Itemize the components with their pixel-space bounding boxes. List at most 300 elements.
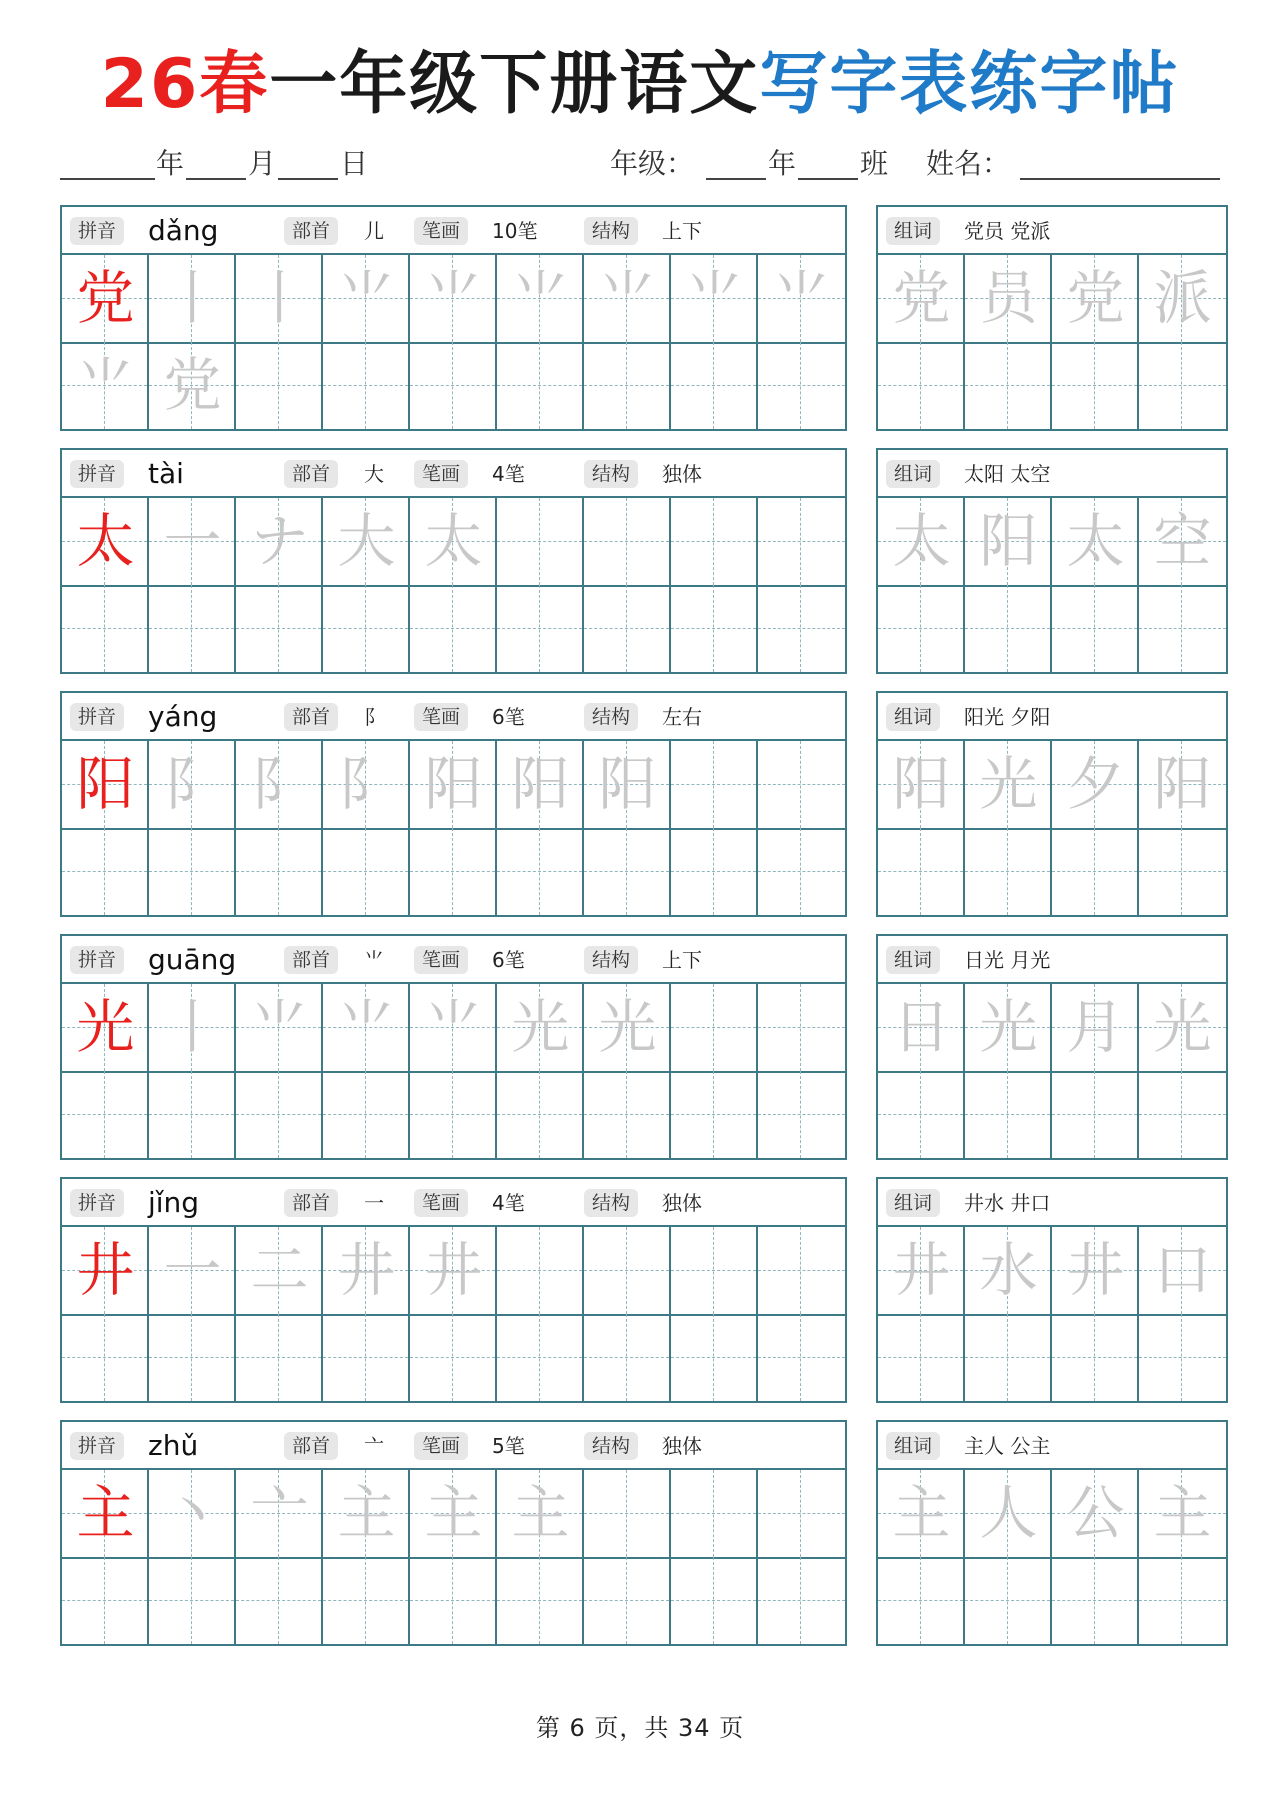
practice-cell[interactable] xyxy=(671,828,758,915)
practice-cell[interactable] xyxy=(62,1314,149,1401)
practice-cell[interactable] xyxy=(671,1470,758,1557)
word-char: 阳 xyxy=(979,507,1038,575)
practice-cell[interactable] xyxy=(758,1557,845,1644)
guide-line-v xyxy=(191,1314,192,1401)
word-cell[interactable] xyxy=(965,828,1052,915)
guide-line-h xyxy=(758,871,845,872)
practice-cell[interactable] xyxy=(236,585,323,672)
stroke-step: 井 xyxy=(337,1236,396,1304)
practice-cell[interactable] xyxy=(584,1227,671,1314)
words-header xyxy=(878,936,1226,984)
stroke-step: 主 xyxy=(424,1479,483,1547)
word-cell[interactable] xyxy=(965,585,1052,672)
structure-value: 上下 xyxy=(662,219,702,243)
practice-cell[interactable] xyxy=(410,1071,497,1158)
stroke-step: 阝 xyxy=(337,750,396,818)
structure-value: 独体 xyxy=(662,1191,702,1215)
practice-cell[interactable] xyxy=(671,498,758,585)
practice-cell[interactable] xyxy=(758,585,845,672)
radical-value: ⺌ xyxy=(364,948,384,972)
guide-line-v xyxy=(365,342,366,429)
word-cell[interactable] xyxy=(1139,1470,1226,1557)
words-grid xyxy=(878,1227,1226,1401)
practice-cell[interactable] xyxy=(584,342,671,429)
practice-cell[interactable] xyxy=(236,828,323,915)
words-header xyxy=(878,693,1226,741)
guide-line-v xyxy=(920,828,921,915)
practice-cell[interactable] xyxy=(584,828,671,915)
practice-cell[interactable] xyxy=(62,255,149,342)
practice-cell[interactable] xyxy=(323,1227,410,1314)
practice-cell[interactable] xyxy=(410,1314,497,1401)
stroke-step: 一 xyxy=(163,507,222,575)
word-cell[interactable] xyxy=(878,342,965,429)
day-blank[interactable] xyxy=(278,178,338,180)
guide-line-v xyxy=(539,1557,540,1644)
guide-line-v xyxy=(1181,585,1182,672)
practice-cell[interactable] xyxy=(584,984,671,1071)
practice-cell[interactable] xyxy=(149,1314,236,1401)
practice-cell[interactable] xyxy=(497,1227,584,1314)
grade-class-label: 班 xyxy=(860,147,889,180)
word-cell[interactable] xyxy=(878,741,965,828)
strokes-value: 5笔 xyxy=(492,1434,525,1458)
guide-line-v xyxy=(452,1314,453,1401)
word-cell[interactable] xyxy=(878,1557,965,1644)
stroke-step: 光 xyxy=(511,993,570,1061)
words-value: 党员 党派 xyxy=(964,219,1051,243)
practice-cell[interactable] xyxy=(236,255,323,342)
practice-cell[interactable] xyxy=(62,585,149,672)
practice-cell[interactable] xyxy=(410,1227,497,1314)
guide-line-h xyxy=(758,1357,845,1358)
word-cell[interactable] xyxy=(1139,1071,1226,1158)
practice-cell[interactable] xyxy=(410,498,497,585)
practice-cell[interactable] xyxy=(758,1227,845,1314)
practice-cell[interactable] xyxy=(671,1314,758,1401)
practice-cell[interactable] xyxy=(671,1227,758,1314)
words-block xyxy=(876,691,1228,917)
model-char: 太 xyxy=(76,507,135,575)
word-char: 党 xyxy=(892,264,951,332)
guide-line-h xyxy=(1139,1600,1226,1601)
practice-cell[interactable] xyxy=(149,1071,236,1158)
practice-cell[interactable] xyxy=(410,255,497,342)
practice-cell[interactable] xyxy=(236,1227,323,1314)
word-cell[interactable] xyxy=(965,1470,1052,1557)
word-cell[interactable] xyxy=(1052,342,1139,429)
words-header xyxy=(878,1422,1226,1470)
practice-cell[interactable] xyxy=(584,1470,671,1557)
practice-block xyxy=(60,205,847,431)
word-cell[interactable] xyxy=(1052,1227,1139,1314)
practice-cell[interactable] xyxy=(323,585,410,672)
practice-cell[interactable] xyxy=(410,342,497,429)
structure-label: 结构 xyxy=(584,1189,638,1217)
char-info-header xyxy=(62,1179,845,1227)
word-cell[interactable] xyxy=(965,741,1052,828)
word-cell[interactable] xyxy=(1139,1314,1226,1401)
structure-value: 独体 xyxy=(662,462,702,486)
guide-line-h xyxy=(758,628,845,629)
word-cell[interactable] xyxy=(878,1227,965,1314)
guide-line-v xyxy=(626,1071,627,1158)
title-part-blue: 写字表练字帖 xyxy=(759,45,1180,124)
word-char: 太 xyxy=(892,507,951,575)
word-cell[interactable] xyxy=(965,498,1052,585)
words-label: 组词 xyxy=(886,1432,940,1460)
strokes-value: 6笔 xyxy=(492,948,525,972)
word-cell[interactable] xyxy=(1052,255,1139,342)
practice-cell[interactable] xyxy=(236,1557,323,1644)
practice-cell[interactable] xyxy=(584,741,671,828)
page-footer: 第 6 页，共 34 页 xyxy=(535,1714,745,1742)
stroke-step: 光 xyxy=(598,993,657,1061)
info-line xyxy=(60,144,1220,184)
practice-cell[interactable] xyxy=(323,342,410,429)
practice-block xyxy=(60,1177,847,1403)
structure-label: 结构 xyxy=(584,703,638,731)
word-cell[interactable] xyxy=(878,255,965,342)
practice-cell[interactable] xyxy=(410,1470,497,1557)
practice-cell[interactable] xyxy=(758,984,845,1071)
practice-cell[interactable] xyxy=(236,1071,323,1158)
pinyin-label: 拼音 xyxy=(70,1189,124,1217)
guide-line-v xyxy=(800,1071,801,1158)
month-blank[interactable] xyxy=(186,178,246,180)
practice-cell[interactable] xyxy=(671,585,758,672)
name-blank[interactable] xyxy=(1020,178,1220,180)
stroke-step: 阝 xyxy=(250,750,309,818)
practice-cell[interactable] xyxy=(497,498,584,585)
radical-value: 亠 xyxy=(364,1434,384,1458)
word-cell[interactable] xyxy=(965,1557,1052,1644)
pinyin-label: 拼音 xyxy=(70,460,124,488)
structure-label: 结构 xyxy=(584,217,638,245)
strokes-label: 笔画 xyxy=(414,703,468,731)
practice-cell[interactable] xyxy=(149,342,236,429)
practice-cell[interactable] xyxy=(149,984,236,1071)
practice-cell[interactable] xyxy=(758,255,845,342)
practice-cell[interactable] xyxy=(236,1470,323,1557)
guide-line-v xyxy=(278,1071,279,1158)
guide-line-v xyxy=(452,585,453,672)
practice-cell[interactable] xyxy=(149,1470,236,1557)
practice-cell[interactable] xyxy=(671,342,758,429)
word-cell[interactable] xyxy=(1139,585,1226,672)
word-cell[interactable] xyxy=(1139,255,1226,342)
word-cell[interactable] xyxy=(965,255,1052,342)
guide-line-v xyxy=(920,1557,921,1644)
practice-cell[interactable] xyxy=(236,498,323,585)
words-value: 日光 月光 xyxy=(964,948,1051,972)
stroke-step: 一 xyxy=(163,1236,222,1304)
practice-cell[interactable] xyxy=(236,1314,323,1401)
practice-cell[interactable] xyxy=(149,498,236,585)
practice-cell[interactable] xyxy=(671,1071,758,1158)
practice-cell[interactable] xyxy=(410,741,497,828)
radical-value: 大 xyxy=(364,462,384,486)
guide-line-v xyxy=(800,1227,801,1314)
month-label: 月 xyxy=(248,147,277,180)
word-cell[interactable] xyxy=(965,342,1052,429)
words-block xyxy=(876,448,1228,674)
word-cell[interactable] xyxy=(1139,741,1226,828)
structure-value: 上下 xyxy=(662,948,702,972)
words-label: 组词 xyxy=(886,217,940,245)
words-header xyxy=(878,450,1226,498)
practice-cell[interactable] xyxy=(497,1314,584,1401)
practice-cell[interactable] xyxy=(149,585,236,672)
practice-cell[interactable] xyxy=(62,1557,149,1644)
practice-cell[interactable] xyxy=(497,741,584,828)
word-cell[interactable] xyxy=(878,1314,965,1401)
guide-line-v xyxy=(1007,1557,1008,1644)
pinyin-value: tài xyxy=(148,457,184,490)
practice-cell[interactable] xyxy=(410,585,497,672)
practice-cell[interactable] xyxy=(584,585,671,672)
words-grid xyxy=(878,741,1226,915)
practice-cell[interactable] xyxy=(497,585,584,672)
structure-value: 左右 xyxy=(662,705,702,729)
word-cell[interactable] xyxy=(1052,585,1139,672)
guide-line-v xyxy=(800,585,801,672)
word-cell[interactable] xyxy=(1052,1071,1139,1158)
guide-line-v xyxy=(713,741,714,828)
stroke-step: 主 xyxy=(511,1479,570,1547)
writing-grid xyxy=(62,984,845,1158)
word-cell[interactable] xyxy=(1052,984,1139,1071)
practice-cell[interactable] xyxy=(149,1227,236,1314)
word-cell[interactable] xyxy=(1052,1557,1139,1644)
guide-line-v xyxy=(800,342,801,429)
words-value: 阳光 夕阳 xyxy=(964,705,1051,729)
practice-cell[interactable] xyxy=(149,255,236,342)
practice-cell[interactable] xyxy=(758,828,845,915)
stroke-step: ⺌ xyxy=(772,264,831,332)
practice-cell[interactable] xyxy=(758,1314,845,1401)
practice-cell[interactable] xyxy=(62,1227,149,1314)
practice-cell[interactable] xyxy=(758,741,845,828)
practice-cell[interactable] xyxy=(758,342,845,429)
page-title xyxy=(0,40,1280,130)
practice-cell[interactable] xyxy=(62,741,149,828)
stroke-step: ⺌ xyxy=(685,264,744,332)
guide-line-v xyxy=(800,1470,801,1557)
word-cell[interactable] xyxy=(878,828,965,915)
words-header xyxy=(878,207,1226,255)
guide-line-v xyxy=(1007,1314,1008,1401)
words-block xyxy=(876,205,1228,431)
practice-cell[interactable] xyxy=(758,1071,845,1158)
word-char: 党 xyxy=(1066,264,1125,332)
word-cell[interactable] xyxy=(878,585,965,672)
guide-line-v xyxy=(713,1314,714,1401)
guide-line-v xyxy=(713,1071,714,1158)
word-cell[interactable] xyxy=(878,984,965,1071)
guide-line-h xyxy=(1139,628,1226,629)
grade-label: 年级： xyxy=(610,147,695,180)
word-cell[interactable] xyxy=(1139,498,1226,585)
practice-cell[interactable] xyxy=(62,1470,149,1557)
words-grid xyxy=(878,984,1226,1158)
words-grid xyxy=(878,1470,1226,1644)
guide-line-h xyxy=(758,1270,845,1271)
practice-cell[interactable] xyxy=(497,1557,584,1644)
practice-cell[interactable] xyxy=(323,498,410,585)
stroke-step: 丨 xyxy=(163,264,222,332)
model-char: 阳 xyxy=(76,750,135,818)
practice-cell[interactable] xyxy=(410,828,497,915)
word-cell[interactable] xyxy=(878,1071,965,1158)
guide-line-v xyxy=(452,1071,453,1158)
stroke-step: 井 xyxy=(424,1236,483,1304)
pinyin-label: 拼音 xyxy=(70,1432,124,1460)
word-cell[interactable] xyxy=(965,1314,1052,1401)
word-cell[interactable] xyxy=(1052,498,1139,585)
word-cell[interactable] xyxy=(965,1227,1052,1314)
practice-cell[interactable] xyxy=(497,255,584,342)
radical-label: 部首 xyxy=(284,1432,338,1460)
practice-cell[interactable] xyxy=(62,1071,149,1158)
practice-cell[interactable] xyxy=(323,984,410,1071)
char-info-header xyxy=(62,1422,845,1470)
stroke-step: ⺌ xyxy=(76,351,135,419)
writing-grid xyxy=(62,498,845,672)
practice-cell[interactable] xyxy=(323,828,410,915)
practice-cell[interactable] xyxy=(62,828,149,915)
word-cell[interactable] xyxy=(965,1071,1052,1158)
guide-line-v xyxy=(278,828,279,915)
guide-line-v xyxy=(713,984,714,1071)
word-cell[interactable] xyxy=(1139,342,1226,429)
stroke-step: 阝 xyxy=(163,750,222,818)
guide-line-v xyxy=(713,828,714,915)
word-char: 阳 xyxy=(892,750,951,818)
model-char: 光 xyxy=(76,993,135,1061)
day-label: 日 xyxy=(340,147,369,180)
words-value: 主人 公主 xyxy=(964,1434,1051,1458)
practice-cell[interactable] xyxy=(149,1557,236,1644)
practice-cell[interactable] xyxy=(323,1557,410,1644)
practice-cell[interactable] xyxy=(323,1470,410,1557)
practice-cell[interactable] xyxy=(323,741,410,828)
word-cell[interactable] xyxy=(878,498,965,585)
stroke-step: 阳 xyxy=(424,750,483,818)
practice-cell[interactable] xyxy=(323,1314,410,1401)
practice-cell[interactable] xyxy=(62,342,149,429)
guide-line-v xyxy=(800,1557,801,1644)
word-cell[interactable] xyxy=(1052,828,1139,915)
char-info-header xyxy=(62,207,845,255)
practice-cell[interactable] xyxy=(671,255,758,342)
word-cell[interactable] xyxy=(1139,1227,1226,1314)
practice-cell[interactable] xyxy=(236,342,323,429)
practice-cell[interactable] xyxy=(62,984,149,1071)
practice-cell[interactable] xyxy=(62,498,149,585)
word-cell[interactable] xyxy=(1052,1314,1139,1401)
practice-cell[interactable] xyxy=(236,741,323,828)
name-label: 姓名： xyxy=(926,147,1011,180)
practice-cell[interactable] xyxy=(497,828,584,915)
practice-cell[interactable] xyxy=(584,255,671,342)
practice-cell[interactable] xyxy=(323,1071,410,1158)
stroke-step: 太 xyxy=(424,507,483,575)
guide-line-v xyxy=(626,1470,627,1557)
guide-line-v xyxy=(104,828,105,915)
words-grid xyxy=(878,255,1226,429)
char-info-header xyxy=(62,693,845,741)
practice-cell[interactable] xyxy=(584,498,671,585)
guide-line-h xyxy=(758,1513,845,1514)
word-char: 空 xyxy=(1153,507,1212,575)
stroke-step: 二 xyxy=(250,1236,309,1304)
practice-cell[interactable] xyxy=(584,1071,671,1158)
stroke-step: ⺌ xyxy=(424,264,483,332)
guide-line-v xyxy=(191,1557,192,1644)
practice-cell[interactable] xyxy=(671,984,758,1071)
word-cell[interactable] xyxy=(1139,1557,1226,1644)
stroke-step: 党 xyxy=(163,351,222,419)
word-cell[interactable] xyxy=(965,984,1052,1071)
practice-cell[interactable] xyxy=(410,1557,497,1644)
practice-cell[interactable] xyxy=(497,342,584,429)
practice-cell[interactable] xyxy=(671,1557,758,1644)
practice-cell[interactable] xyxy=(584,1314,671,1401)
guide-line-v xyxy=(626,1557,627,1644)
words-grid xyxy=(878,498,1226,672)
practice-cell[interactable] xyxy=(323,255,410,342)
word-char: 光 xyxy=(1153,993,1212,1061)
guide-line-v xyxy=(365,1314,366,1401)
guide-line-v xyxy=(1007,1071,1008,1158)
radical-label: 部首 xyxy=(284,1189,338,1217)
year-blank[interactable] xyxy=(60,178,155,180)
word-cell[interactable] xyxy=(1139,984,1226,1071)
radical-value: 儿 xyxy=(364,219,384,243)
guide-line-v xyxy=(1007,585,1008,672)
practice-cell[interactable] xyxy=(758,1470,845,1557)
word-cell[interactable] xyxy=(1139,828,1226,915)
practice-cell[interactable] xyxy=(497,1470,584,1557)
practice-cell[interactable] xyxy=(497,1071,584,1158)
practice-cell[interactable] xyxy=(671,741,758,828)
practice-cell[interactable] xyxy=(149,828,236,915)
practice-cell[interactable] xyxy=(410,984,497,1071)
grade-class-blank[interactable] xyxy=(798,178,858,180)
practice-cell[interactable] xyxy=(497,984,584,1071)
guide-line-v xyxy=(1094,342,1095,429)
writing-grid xyxy=(62,255,845,429)
word-cell[interactable] xyxy=(1052,741,1139,828)
guide-line-v xyxy=(920,585,921,672)
practice-cell[interactable] xyxy=(758,498,845,585)
practice-cell[interactable] xyxy=(584,1557,671,1644)
practice-cell[interactable] xyxy=(149,741,236,828)
word-cell[interactable] xyxy=(1052,1470,1139,1557)
guide-line-h xyxy=(1139,1114,1226,1115)
word-cell[interactable] xyxy=(878,1470,965,1557)
guide-line-h xyxy=(1139,385,1226,386)
guide-line-h xyxy=(758,1114,845,1115)
grade-year-blank[interactable] xyxy=(706,178,766,180)
guide-line-v xyxy=(800,1314,801,1401)
word-char: 公 xyxy=(1066,1479,1125,1547)
practice-cell[interactable] xyxy=(236,984,323,1071)
guide-line-v xyxy=(278,1314,279,1401)
guide-line-v xyxy=(713,1227,714,1314)
guide-line-v xyxy=(452,342,453,429)
